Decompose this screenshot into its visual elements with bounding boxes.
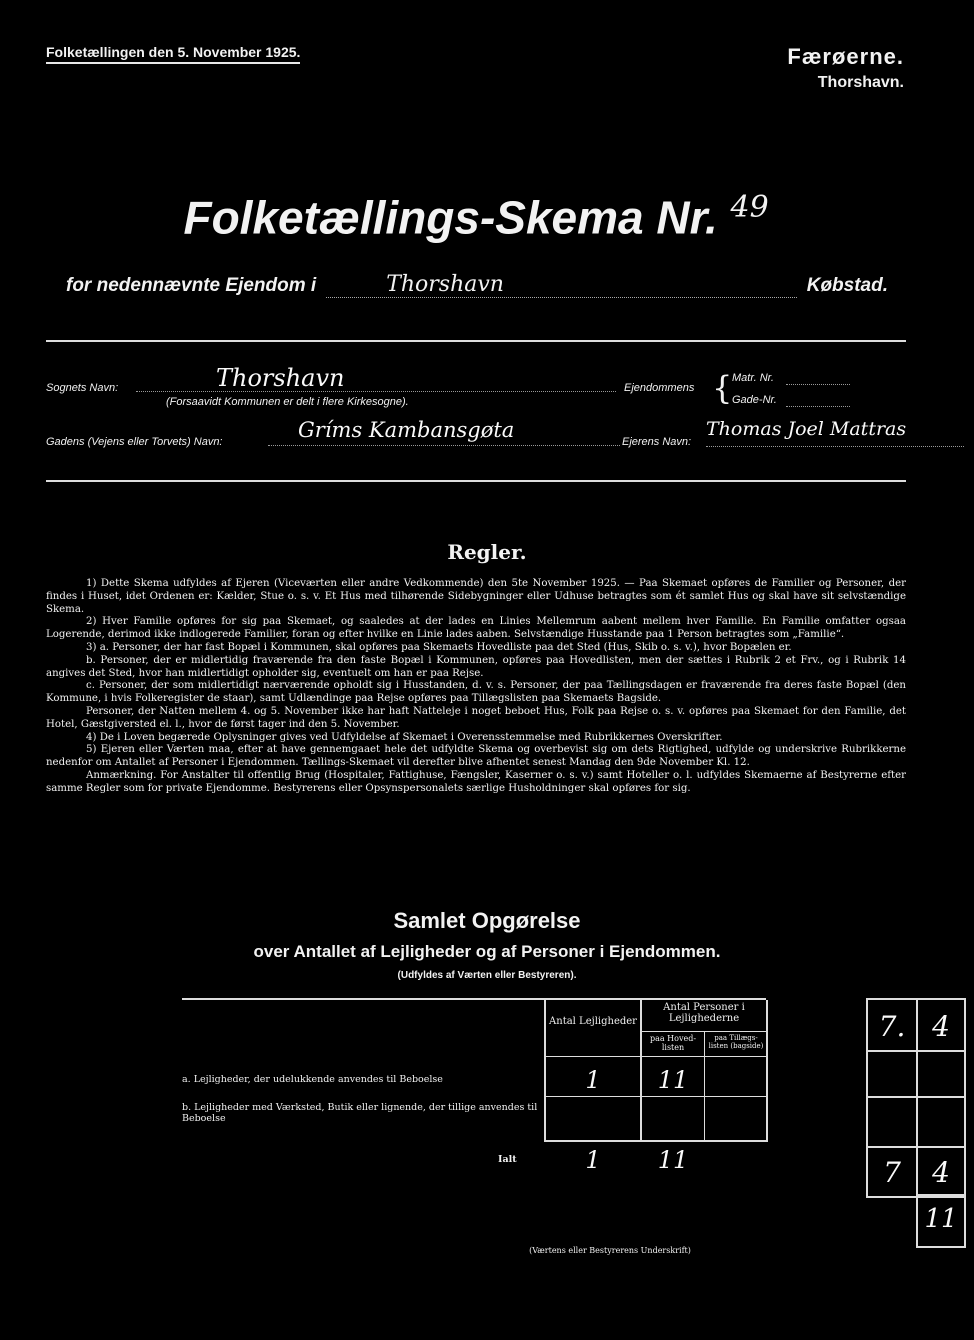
table-total-rule — [544, 1140, 766, 1142]
property-label: Ejendommens — [624, 382, 695, 394]
rule-paragraph: c. Personer, der som midlertidigt nærværende opholdt sig i Husstanden, d. v. s. Personer, der paa Tællingsdagen er fraværende fra deres faste Bopæl (den Kommune, i hvis Folkeregister de staar), samt Udlændinge paa Rejse opføres paa Tillægslisten paa Skemaets Bagside. — [46, 680, 906, 705]
census-date: Folketællingen den 5. November 1925. — [46, 44, 300, 64]
tally-r1-c2[interactable]: 4 — [932, 1010, 950, 1043]
rules-title: Regler. — [447, 540, 527, 564]
row-a-main[interactable]: 11 — [657, 1066, 689, 1094]
col-supp-header: paa Tillægs-listen (bagside) — [708, 1034, 764, 1050]
country-name: Færøerne. — [787, 44, 904, 69]
rule-paragraph: 2) Hver Familie opføres for sig paa Skemaet, og saaledes at der lades en Linies Mellemrum aabent mellem hver Familie. En Familie omfatter ogsaa Logerende, derimod ikke indlogerede Familier, foran og efter hvilke en Linie lades aaben. Selvstændige Husstande paa 1 Person betragtes som „Familie“. — [46, 616, 906, 641]
tally-r1-c1[interactable]: 7. — [878, 1010, 906, 1043]
rule-paragraph: 4) De i Loven begærede Oplysninger gives ved Udfyldelse af Skemaet i Overensstemmelse med Rubrikkernes Overskrifter. — [86, 731, 723, 743]
location-block — [787, 44, 904, 92]
town-name: Thorshavn. — [817, 74, 904, 91]
rule-paragraph: 1) Dette Skema udfyldes af Ejeren (Viceværten eller andre Vedkommende) den 5te November 1925. — Paa Skemaet opføres de Familier og Personer, der findes i Huset, idet Ordenen er: Kælder, Stue o. s. v. Et Hus med tilhørende Sidebygninger eller Udhuse betragtes som ét samlet Hus og skal have sit selvstændige Skema. — [46, 578, 906, 615]
rule-paragraph: b. Personer, der er midlertidig fraværende fra den faste Bopæl i Kommunen, opføres paa Hovedlisten, men der sættes i Rubrik 2 et Frv., og i Rubrik 14 angives det Sted, hvor han midlertidigt opholder sig, eventuelt om han er paa Rejse. — [46, 654, 906, 679]
gade-field[interactable] — [786, 394, 850, 407]
street-label: Gadens (Vejens eller Torvets) Navn: — [46, 436, 223, 448]
street-field[interactable]: Gríms Kambansgøta — [268, 418, 620, 446]
form-number[interactable]: 49 — [730, 190, 769, 225]
summary-note: (Udfyldes af Værten eller Bestyreren). — [397, 970, 577, 981]
parish-note: (Forsaavidt Kommunen er delt i flere Kirkesogne). — [166, 396, 409, 408]
property-line-suffix: Købstad. — [806, 275, 888, 296]
summary-subtitle: over Antallet af Lejligheder og af Personer i Ejendommen. — [253, 942, 721, 961]
parish-label: Sognets Navn: — [46, 382, 119, 394]
owner-field[interactable]: Thomas Joel Mattras — [706, 418, 964, 447]
summary-title: Samlet Opgørelse — [393, 908, 581, 933]
rule-paragraph: Personer, der Natten mellem 4. og 5. November ikke har haft Natteleje i noget beboet Hus, Folk paa Rejse o. s. v. opføres paa Skemaet for den Familie, det Hotel, Gæstgiversted el. l., hvor de først tager ind den 5. November. — [46, 705, 906, 730]
form-title-text: Folketællings-Skema Nr. — [183, 191, 718, 244]
property-line — [66, 272, 888, 298]
owner-label: Ejerens Navn: — [622, 436, 692, 448]
row-a-label: a. Lejligheder, der udelukkende anvendes til Beboelse — [182, 1074, 443, 1085]
col-main-header: paa Hoved-listen — [649, 1034, 697, 1052]
parish-field[interactable]: Thorshavn — [136, 364, 616, 392]
rule-paragraph: 3) a. Personer, der har fast Bopæl i Kommunen, skal opføres paa Skemaets Hovedliste paa det Sted (Hus, Skib o. s. v.), hvor Bopælen er. — [86, 641, 792, 653]
total-apartments[interactable]: 1 — [585, 1146, 601, 1174]
table-subhead-rule — [642, 1031, 766, 1032]
signature-label: (Værtens eller Bestyrerens Underskrift) — [529, 1246, 691, 1255]
total-main[interactable]: 11 — [657, 1146, 689, 1174]
form-title — [0, 190, 974, 244]
table-vline — [766, 1000, 768, 1142]
table-row-rule — [544, 1096, 766, 1097]
rules-text — [46, 578, 906, 796]
gade-label: Gade-Nr. — [732, 394, 777, 406]
row-b-label: b. Lejligheder med Værksted, Butik eller lignende, der tillige anvendes til Beboelse — [182, 1102, 538, 1124]
tally-hline — [868, 1050, 964, 1052]
tally-r4-c2[interactable]: 4 — [932, 1156, 950, 1189]
matr-field[interactable] — [786, 372, 850, 385]
municipality-field[interactable]: Thorshavn — [326, 272, 797, 298]
tally-hline — [868, 1096, 964, 1098]
rule-note: Anmærkning. For Anstalter til offentlig Brug (Hospitaler, Fattighuse, Fængsler, Kaserner o. s. v.) samt Hoteller o. l. udfyldes Skemaerne af Bestyrerne efter samme Regler som for private Ejendomme. Bestyrerens eller Opsynspersonalets særlige Husholdninger skal opføres for sig. — [46, 769, 906, 794]
brace-icon: { — [712, 369, 733, 407]
matr-label: Matr. Nr. — [732, 372, 774, 384]
tally-r4-c1[interactable]: 7 — [883, 1156, 901, 1189]
row-a-apartments[interactable]: 1 — [585, 1066, 601, 1094]
col-apartments-header: Antal Lejligheder — [549, 1016, 637, 1027]
rule-paragraph: 5) Ejeren eller Værten maa, efter at have gennemgaaet hele det udfyldte Skema og overbevist sig om dets Rigtighed, udfylde og underskrive Rubrikkerne nedenfor om Antallet af Personer i Ejendommen. Tællings-Skemaet vil derefter blive afhentet senest Mandag den 9de November Kl. 12. — [46, 744, 906, 769]
total-label: Ialt — [498, 1154, 517, 1165]
divider-top — [46, 340, 906, 342]
tally-hline — [868, 1146, 964, 1148]
divider-mid — [46, 480, 906, 482]
property-line-prefix: for nedennævnte Ejendom i — [66, 275, 317, 296]
col-persons-header: Antal Personer i Lejlighederne — [663, 1002, 745, 1024]
table-head-rule — [544, 1056, 766, 1057]
table-top-rule — [182, 998, 766, 1000]
tally-r5[interactable]: 11 — [924, 1204, 958, 1234]
